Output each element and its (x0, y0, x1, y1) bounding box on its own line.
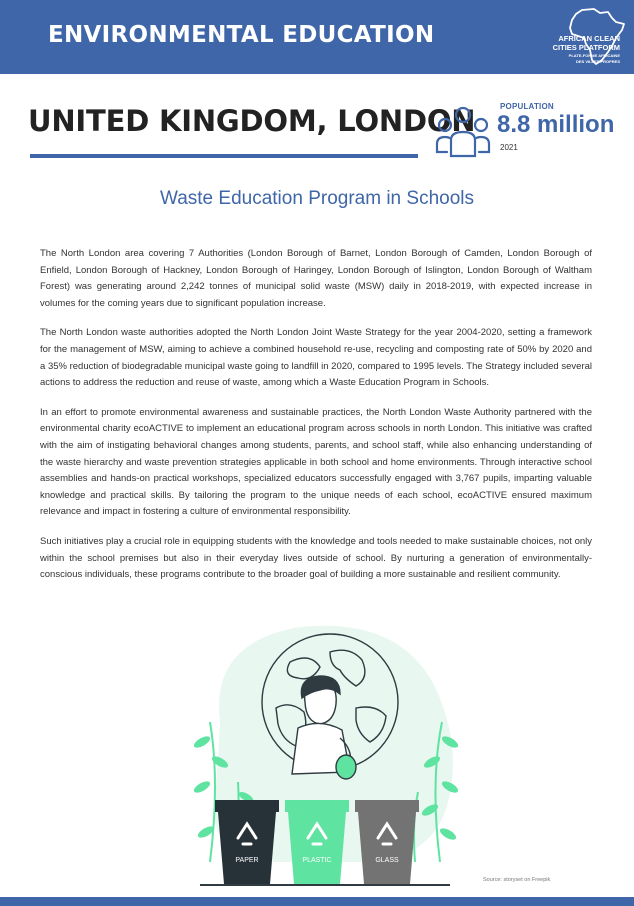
logo-line-2: CITIES PLATFORM (552, 43, 620, 52)
population-label: POPULATION (500, 102, 554, 111)
recycling-bins-illustration (180, 612, 470, 896)
program-title: Waste Education Program in Schools (159, 188, 474, 209)
title-underline (30, 154, 418, 158)
logo-sub-1: PLATE-FORME AFRICAINE (568, 53, 620, 58)
paragraph: The North London waste authorities adopted the North London Joint Waste Strategy for the year 2004-2020, setting a framework for the management of MSW, aiming to achieve a combined household re-use, recycling and composting rate of 50% by 2020 and a 35% reduction of biodegradable municipal waste going to landfill in 2020, compared to 1995 levels. The Strategy included several actions to address the reduction and reuse of waste, among which a Waste Education Program in Schools. (40, 327, 592, 389)
image-credit: Source: storyset on Freepik (483, 877, 551, 883)
paragraph: The North London area covering 7 Authorities (London Borough of Barnet, London Borough of Camden, London Borough of Enfield, London Borough of Hackney, London Borough of Haringey, London Borough of Islington, London Borough of Waltham Forest) was generating around 2,242 tonnes of municipal solid waste (MSW) daily in 2018-2019, with expected increase in volumes for the coming years due to significant population increase. (40, 248, 592, 309)
people-group-icon (432, 106, 494, 160)
population-year: 2021 (500, 143, 518, 152)
population-value: 8.8 million (497, 111, 615, 138)
bin-label-paper: PAPER (235, 857, 259, 864)
acc-platform-logo (542, 6, 628, 68)
section-title: ENVIRONMENTAL EDUCATION (48, 22, 435, 48)
page-header (0, 0, 634, 74)
paragraph: Such initiatives play a crucial role in equipping students with the knowledge and tools needed to make sustainable choices, not only within the school premises but also in their everyday lives outside of school. By nurturing a generation of environmentally-conscious individuals, these programs contribute to the broader goal of building a more sustainable and resilient community. (40, 535, 592, 581)
bin-label-plastic: PLASTIC (302, 857, 332, 864)
city-title: UNITED KINGDOM, LONDON (28, 104, 476, 138)
logo-sub-2: DES VILLES PROPRES (575, 59, 620, 64)
article-body (40, 246, 592, 597)
footer-bar (0, 897, 634, 906)
bin-label-glass: GLASS (375, 857, 399, 864)
paragraph: In an effort to promote environmental awareness and sustainable practices, the North London Waste Authority partnered with the environmental charity ecoACTIVE to implement an educational program across schools in north London. This initiative was crafted with the aim of instigating behavioral changes among students, parents, and school staff, while also enhancing understanding of the waste hierarchy and waste prevention strategies applicable in both school and home environments. Through interactive school assemblies and hands-on practical workshops, specialized educators successfully engaged with 3,767 pupils, imparting valuable knowledge and practical skills. By tailoring the program to the unique needs of each school, ecoACTIVE ensured maximum relevance and impact in fostering a culture of environmental responsibility. (40, 406, 592, 518)
logo-line-1: AFRICAN CLEAN (558, 34, 620, 43)
